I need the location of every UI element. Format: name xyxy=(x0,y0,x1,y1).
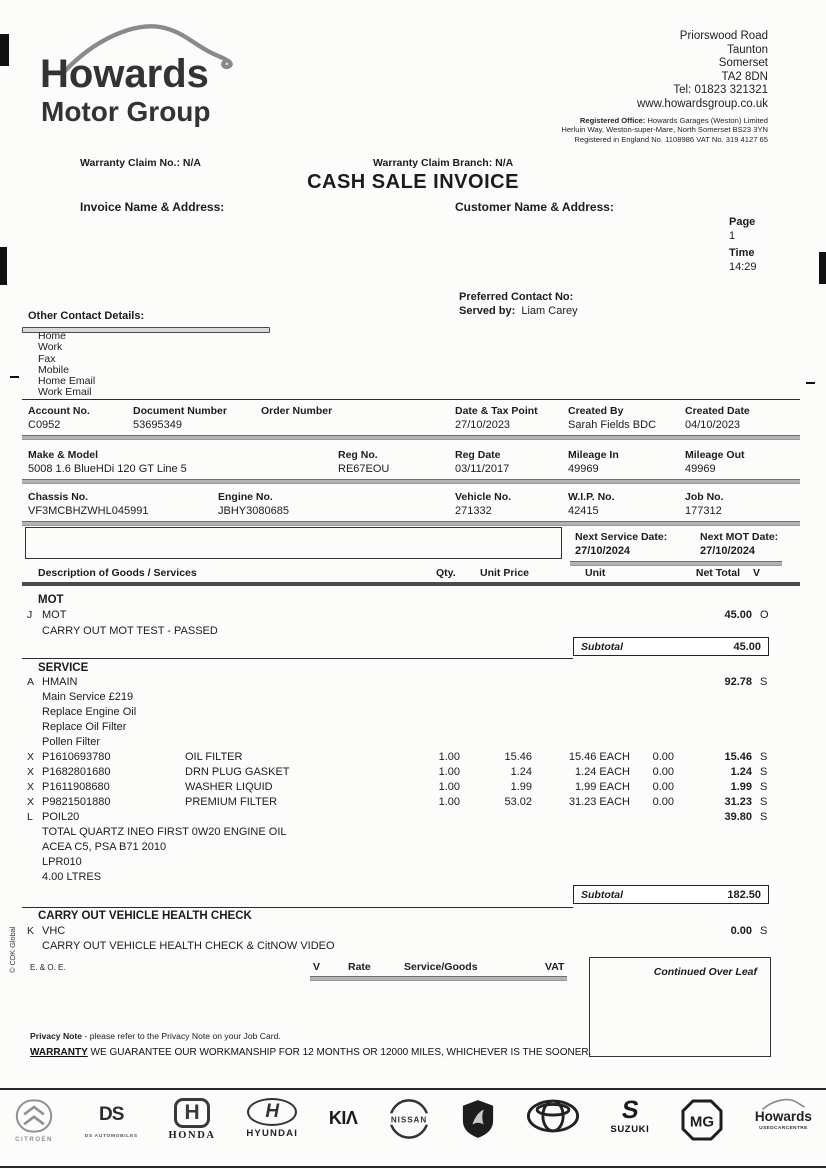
served-by-value: Liam Carey xyxy=(521,305,578,317)
reg-date-value: 03/11/2017 xyxy=(455,463,510,475)
line-note: Main Service £219 xyxy=(42,691,134,703)
line-flag: A xyxy=(27,676,35,688)
date-tax-point-label: Date & Tax Point xyxy=(455,405,538,417)
phone-line: Tel: 01823 321321 xyxy=(673,84,768,97)
warranty-text: WE GUARANTEE OUR WORKMANSHIP FOR 12 MONTHS OR 12000 MILES, WHICHEVER IS THE SOONER. xyxy=(87,1047,592,1058)
registered-office-name: Howards Garages (Weston) Limited xyxy=(645,116,768,125)
reg-no-label: Reg No. xyxy=(338,449,378,461)
ds-label: DS AUTOMOBILES xyxy=(84,1134,138,1139)
part-discount: 0.00 xyxy=(652,796,674,808)
date-tax-point-value: 27/10/2023 xyxy=(455,419,511,431)
privacy-note-label: Privacy Note xyxy=(30,1031,83,1041)
part-description: PREMIUM FILTER xyxy=(185,796,278,808)
contact-type: Home Email xyxy=(38,375,96,388)
created-by-label: Created By xyxy=(568,405,624,417)
next-service-date-label: Next Service Date: xyxy=(575,531,668,543)
part-number: P1611908680 xyxy=(42,781,110,793)
mg-logo xyxy=(680,1094,724,1142)
hyundai-h-icon xyxy=(247,1098,297,1126)
col-net-total: Net Total xyxy=(695,567,740,579)
mot-subtotal-box xyxy=(573,637,769,656)
cdk-global-watermark: © CDK Global xyxy=(8,926,17,973)
wip-no-label: W.I.P. No. xyxy=(568,491,615,503)
line-net-total: 45.00 xyxy=(724,609,752,621)
line-vat-code: S xyxy=(760,676,768,688)
line-note: Replace Engine Oil xyxy=(42,706,137,718)
suzuki-s-icon: S xyxy=(619,1096,641,1124)
ds-logo xyxy=(85,1094,138,1139)
subtotal-value: 182.50 xyxy=(727,888,761,901)
scan-artifact xyxy=(10,376,19,378)
contact-type: Mobile xyxy=(38,363,69,376)
privacy-note-text: - please refer to the Privacy Note on your Job Card. xyxy=(82,1031,281,1041)
line-flag: X xyxy=(27,766,35,778)
service-subtotal-box xyxy=(573,885,769,904)
line-net-total: 31.23 xyxy=(724,796,752,808)
line-vat-code: S xyxy=(760,925,768,937)
line-net-total: 39.80 xyxy=(724,811,752,823)
part-number: P9821501880 xyxy=(42,796,111,808)
line-code: VHC xyxy=(42,925,66,937)
nissan-badge-icon xyxy=(388,1098,430,1140)
contact-type: Work Email xyxy=(38,386,92,399)
registered-office-line xyxy=(561,116,768,125)
line-note: ACEA C5, PSA B71 2010 xyxy=(42,841,167,853)
wip-no-value: 42415 xyxy=(568,505,599,517)
warranty-claim-branch-label: Warranty Claim Branch: xyxy=(373,157,493,169)
vat-col-vat: VAT xyxy=(545,961,565,973)
contact-type: Fax xyxy=(38,352,56,365)
divider xyxy=(22,907,573,908)
part-unit-price: 53.02 xyxy=(504,796,532,808)
eoe-note: E. & O. E. xyxy=(30,963,66,972)
subtotal-label: Subtotal xyxy=(581,640,623,653)
warranty-claim-no-label: Warranty Claim No.: xyxy=(80,157,180,169)
warranty-claim-no-value: N/A xyxy=(182,157,201,169)
howards-used-car-centre-logo xyxy=(755,1094,812,1134)
ds-mark-icon: DS xyxy=(99,1104,124,1125)
section-title-vhc: CARRY OUT VEHICLE HEALTH CHECK xyxy=(38,910,252,922)
section-title-mot: MOT xyxy=(38,594,64,606)
line-note: CARRY OUT VEHICLE HEALTH CHECK & CitNOW VIDEO xyxy=(42,940,335,952)
account-no-label: Account No. xyxy=(28,405,90,417)
blank-notes-box xyxy=(25,527,562,559)
subtotal-label: Subtotal xyxy=(581,888,623,901)
company-name-line2: Motor Group xyxy=(41,96,211,127)
brand-logo-strip xyxy=(14,1094,812,1162)
mileage-out-value: 49969 xyxy=(685,463,716,475)
col-unit-price: Unit Price xyxy=(480,567,530,579)
contact-type: Work xyxy=(38,341,63,354)
kia-logo xyxy=(329,1094,358,1138)
time-label: Time xyxy=(729,247,755,259)
scan-artifact xyxy=(806,382,815,384)
preferred-contact-label: Preferred Contact No: xyxy=(459,291,574,303)
page-label: Page xyxy=(729,216,756,228)
part-number: P1610693780 xyxy=(42,751,111,763)
col-v: V xyxy=(753,567,761,579)
line-vat-code: S xyxy=(760,751,768,763)
created-date-label: Created Date xyxy=(685,405,750,417)
honda-logo xyxy=(169,1094,216,1141)
hyundai-logo xyxy=(246,1094,298,1139)
document-number-label: Document Number xyxy=(133,405,227,417)
next-service-date-value: 27/10/2024 xyxy=(575,545,631,557)
reg-date-label: Reg Date xyxy=(455,449,501,461)
next-mot-date-value: 27/10/2024 xyxy=(700,545,756,557)
honda-label: HONDA xyxy=(168,1130,216,1141)
continued-box xyxy=(589,957,771,1057)
line-vat-code: O xyxy=(760,609,769,621)
served-by-label: Served by: xyxy=(459,305,516,317)
mg-letters: MG xyxy=(690,1113,715,1131)
next-mot-date-label: Next MOT Date: xyxy=(700,531,779,543)
served-by xyxy=(459,305,578,317)
warranty-statement xyxy=(30,1047,591,1058)
divider xyxy=(0,1088,826,1090)
col-unit: Unit xyxy=(585,567,606,579)
line-net-total: 92.78 xyxy=(724,676,752,688)
warranty-claim-no xyxy=(80,157,201,169)
chassis-no-label: Chassis No. xyxy=(28,491,89,503)
howards-mini-sub: USEDCARCENTRE xyxy=(759,1126,808,1131)
part-qty: 1.00 xyxy=(438,751,460,763)
vat-col-service-goods: Service/Goods xyxy=(404,961,478,973)
line-vat-code: S xyxy=(760,796,768,808)
divider xyxy=(0,1166,826,1168)
address-line: Taunton xyxy=(727,43,768,56)
col-description: Description of Goods / Services xyxy=(38,567,197,579)
part-unit: 31.23 EACH xyxy=(568,796,630,808)
mileage-out-label: Mileage Out xyxy=(685,449,745,461)
scan-artifact xyxy=(0,247,7,285)
time-value: 14:29 xyxy=(729,261,757,273)
warranty-claim-branch-value: N/A xyxy=(495,157,514,169)
divider xyxy=(22,658,573,659)
citroen-label: CITROËN xyxy=(15,1136,53,1143)
document-number-value: 53695349 xyxy=(133,419,182,431)
part-unit-price: 1.24 xyxy=(510,766,532,778)
scan-artifact xyxy=(819,252,826,284)
warranty-claim-branch xyxy=(373,157,513,169)
line-code: POIL20 xyxy=(42,811,80,823)
warranty-label: WARRANTY xyxy=(30,1047,88,1058)
mg-octagon-icon xyxy=(680,1098,724,1142)
peugeot-logo xyxy=(461,1094,495,1140)
line-code: HMAIN xyxy=(42,676,78,688)
line-vat-code: S xyxy=(760,781,768,793)
divider xyxy=(22,479,800,484)
part-unit: 1.24 EACH xyxy=(574,766,630,778)
part-description: OIL FILTER xyxy=(185,751,243,763)
engine-no-value: JBHY3080685 xyxy=(218,505,289,517)
citroen-chevrons-icon xyxy=(14,1098,54,1134)
customer-address-label: Customer Name & Address: xyxy=(455,200,614,214)
vat-col-rate: Rate xyxy=(348,961,371,973)
divider xyxy=(22,435,800,440)
line-note: Pollen Filter xyxy=(42,736,101,748)
order-number-label: Order Number xyxy=(261,405,333,417)
job-no-label: Job No. xyxy=(685,491,724,503)
make-model-value: 5008 1.6 BlueHDi 120 GT Line 5 xyxy=(28,463,187,475)
company-address xyxy=(637,30,768,112)
part-unit-price: 15.46 xyxy=(504,751,532,763)
howards-mini-name: Howards xyxy=(754,1109,812,1124)
line-code: MOT xyxy=(42,609,67,621)
part-qty: 1.00 xyxy=(438,781,460,793)
part-description: DRN PLUG GASKET xyxy=(185,766,290,778)
privacy-note xyxy=(30,1031,281,1041)
chassis-no-value: VF3MCBHZWHL045991 xyxy=(28,505,149,517)
divider xyxy=(570,561,782,566)
nissan-logo xyxy=(388,1094,430,1140)
col-qty: Qty. xyxy=(436,567,456,579)
registered-office-label: Registered Office: xyxy=(579,116,646,125)
kia-mark-icon: KIΛ xyxy=(328,1107,358,1128)
other-contact-list xyxy=(38,331,95,399)
website-line: www.howardsgroup.co.uk xyxy=(636,97,768,110)
part-description: WASHER LIQUID xyxy=(185,781,273,793)
suzuki-logo xyxy=(610,1094,649,1135)
part-discount: 0.00 xyxy=(652,766,674,778)
line-note: Replace Oil Filter xyxy=(42,721,127,733)
honda-h-letter: H xyxy=(184,1101,200,1124)
hyundai-label: HYUNDAI xyxy=(246,1128,299,1139)
continued-over-leaf: Continued Over Leaf xyxy=(653,966,757,978)
contact-type: Home xyxy=(38,330,67,342)
line-flag: J xyxy=(27,609,33,621)
vat-col-v: V xyxy=(313,961,321,973)
company-name: Howards xyxy=(40,52,209,96)
registered-office-line: Registered in England No. 1108986 VAT No. 319 4127 65 xyxy=(574,134,768,144)
registered-office-line: Herluin Way, Weston-super-Mare, North Somerset BS23 3YN xyxy=(561,125,768,135)
peugeot-shield-icon xyxy=(461,1098,495,1140)
section-title-service: SERVICE xyxy=(38,662,89,674)
toyota-ellipses-icon xyxy=(526,1098,580,1134)
suzuki-label: SUZUKI xyxy=(610,1124,650,1135)
line-note: 4.00 LTRES xyxy=(42,871,102,883)
line-flag: X xyxy=(27,796,35,808)
created-date-value: 04/10/2023 xyxy=(685,419,741,431)
address-line: Somerset xyxy=(718,57,768,70)
hyundai-h-letter: H xyxy=(265,1101,280,1122)
part-unit-price: 1.99 xyxy=(510,781,532,793)
divider xyxy=(22,521,800,526)
line-vat-code: S xyxy=(760,766,768,778)
part-discount: 0.00 xyxy=(652,751,674,763)
mileage-in-value: 49969 xyxy=(568,463,599,475)
line-net-total: 1.24 xyxy=(730,766,752,778)
part-number: P1682801680 xyxy=(42,766,111,778)
line-note: LPR010 xyxy=(42,856,82,868)
address-line: Priorswood Road xyxy=(679,30,768,42)
invoice-address-label: Invoice Name & Address: xyxy=(80,200,225,214)
vehicle-no-value: 271332 xyxy=(455,505,492,517)
line-flag: X xyxy=(27,781,35,793)
created-by-value: Sarah Fields BDC xyxy=(568,419,657,431)
part-qty: 1.00 xyxy=(438,766,460,778)
reg-no-value: RE67EOU xyxy=(338,463,390,475)
subtotal-value: 45.00 xyxy=(733,640,761,653)
part-qty: 1.00 xyxy=(438,796,460,808)
line-note: CARRY OUT MOT TEST - PASSED xyxy=(42,625,218,637)
page-number: 1 xyxy=(729,230,736,242)
line-net-total: 0.00 xyxy=(730,925,752,937)
mileage-in-label: Mileage In xyxy=(568,449,619,461)
job-no-value: 177312 xyxy=(685,505,722,517)
honda-h-icon xyxy=(174,1098,210,1128)
divider xyxy=(310,976,567,981)
part-unit: 15.46 EACH xyxy=(568,751,630,763)
line-flag: L xyxy=(27,811,33,823)
toyota-logo xyxy=(526,1094,580,1134)
other-contact-details-label: Other Contact Details: xyxy=(28,310,145,322)
registered-office-block xyxy=(561,116,768,144)
citroen-logo xyxy=(14,1094,54,1143)
line-net-total: 1.99 xyxy=(730,781,752,793)
make-model-label: Make & Model xyxy=(28,449,99,461)
divider xyxy=(22,399,800,400)
line-note: TOTAL QUARTZ INEO FIRST 0W20 ENGINE OIL xyxy=(42,826,287,838)
vehicle-no-label: Vehicle No. xyxy=(455,491,512,503)
line-flag: X xyxy=(27,751,35,763)
divider xyxy=(22,582,800,586)
line-net-total: 15.46 xyxy=(724,751,752,763)
address-line: TA2 8DN xyxy=(721,70,768,83)
line-vat-code: S xyxy=(760,811,768,823)
scan-artifact xyxy=(0,34,9,66)
engine-no-label: Engine No. xyxy=(218,491,273,503)
document-title: CASH SALE INVOICE xyxy=(307,171,519,193)
line-flag: K xyxy=(27,925,35,937)
part-discount: 0.00 xyxy=(652,781,674,793)
nissan-label: NISSAN xyxy=(390,1115,428,1125)
part-unit: 1.99 EACH xyxy=(574,781,630,793)
account-no-value: C0952 xyxy=(28,419,61,431)
